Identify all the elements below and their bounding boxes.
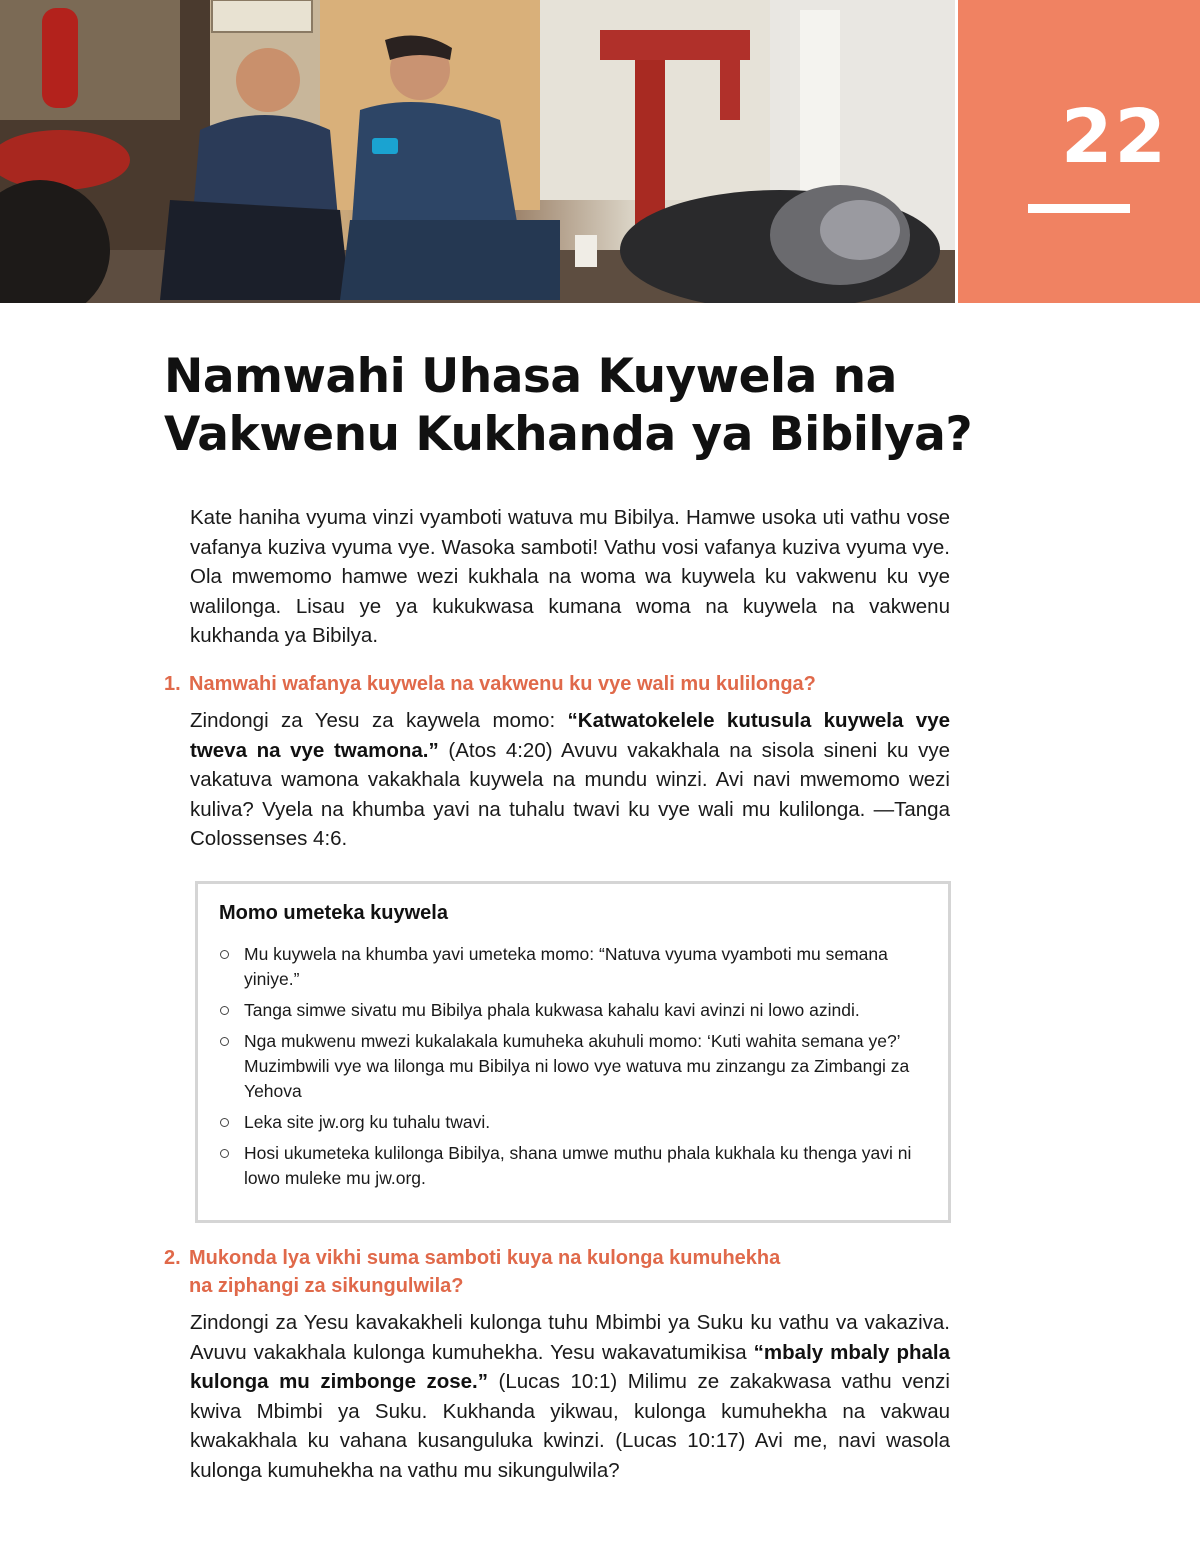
list-item [219,998,924,1023]
page-title [164,348,1064,464]
garage-scene-illustration [0,0,955,303]
bullet-icon [220,1006,229,1015]
box-title: Momo umeteka kuywela [219,902,448,924]
section-1-paragraph [190,706,950,854]
question-1-text: Namwahi wafanya kuywela na vakwenu ku vye wali mu kulilonga? [189,673,816,695]
question-2-number: 2. [164,1247,181,1269]
tips-list [219,942,924,1197]
section-1-text-before: Zindongi za Yesu za kaywela momo: [190,709,568,732]
conversation-tips-box [195,881,951,1223]
question-1-number: 1. [164,673,181,695]
question-2-text-line-2: na ziphangi za sikungulwila? [189,1275,464,1297]
section-2-quote: “mbaly mbaly phala kulonga mu zimbonge zose.” [190,1340,950,1393]
header-photo [0,0,955,303]
list-item-text: Hosi ukumeteka kulilonga Bibilya, shana umwe muthu phala kukhala ku thenga yavi ni lowo muleke mu jw.org. [244,1143,912,1188]
list-item [219,942,924,992]
chapter-badge [958,0,1200,303]
intro-paragraph: Kate haniha vyuma vinzi vyamboti watuva mu Bibilya. Hamwe usoka uti vathu vose vafanya kuziva vyuma vye. Wasoka samboti! Vathu vosi vafanya kuziva vyuma vye. Ola mwemomo hamwe wezi kukhala na woma wa kuywela ku vakwenu ku vye walilonga. Lisau ye ya kukukwasa kumana woma na kuywela na vakwenu kukhanda ya Bibilya. [190,506,950,647]
question-2-text-line-1: Mukonda lya vikhi suma samboti kuya na kulonga kumuhekha [189,1247,781,1269]
chapter-number: 22 [1061,94,1168,180]
list-item-text: Leka site jw.org ku tuhalu twavi. [244,1112,491,1132]
section-1-text-after: (Atos 4:20) Avuvu vakakhala na sisola sineni ku vye vakatuva wamona vakakhala kuywela na mundu winzi. Avi navi mwemomo wezi kuliva? Vyela na khumba yavi na tuhalu twavi ku vye wali mu kulilonga. —Tanga Colossenses 4:6. [190,738,950,850]
list-item [219,1029,924,1104]
section-1-quote: “Katwatokelele kutusula kuywela vye tweva na vye twamona.” [190,709,950,762]
section-2-text-before: Zindongi za Yesu kavakakheli kulonga tuhu Mbimbi ya Suku ku vathu va vakaziva. Avuvu vakakhala kulonga kumuhekha. Yesu wakavatumikisa [190,1311,950,1364]
list-item-text: Mu kuywela na khumba yavi umeteka momo: “Natuva vyuma vyamboti mu semana yiniye.” [244,944,888,989]
section-2-text-after: (Lucas 10:1) Milimu ze zakakwasa vathu venzi kwiva Mbimbi ya Suku. Kukhanda yikwau, kulonga kumuhekha na vakwau kwakakhala ku vahana kusanguluka kwinzi. (Lucas 10:17) Avi me, navi wasola kulonga kumuhekha na vathu mu sikungulwila? [190,1370,950,1482]
bullet-icon [220,1037,229,1046]
chapter-underline [1028,204,1130,213]
list-item-text: Tanga simwe sivatu mu Bibilya phala kukwasa kahalu kavi avinzi ni lowo azindi. [244,1000,860,1020]
question-2 [164,1244,964,1300]
bullet-icon [220,1118,229,1127]
question-1 [164,670,964,698]
page-title-line-2: Vakwenu Kukhanda ya Bibilya? [164,407,973,462]
bullet-icon [220,950,229,959]
list-item [219,1141,924,1191]
page-title-line-1: Namwahi Uhasa Kuywela na [164,349,897,404]
bullet-icon [220,1149,229,1158]
section-2-paragraph [190,1308,950,1485]
list-item-text: Nga mukwenu mwezi kukalakala kumuheka akuhuli momo: ‘Kuti wahita semana ye?’ Muzimbwili vye wa lilonga mu Bibilya ni lowo vye watuva mu zinzangu za Zimbangi za Yehova [244,1031,910,1101]
list-item [219,1110,924,1135]
